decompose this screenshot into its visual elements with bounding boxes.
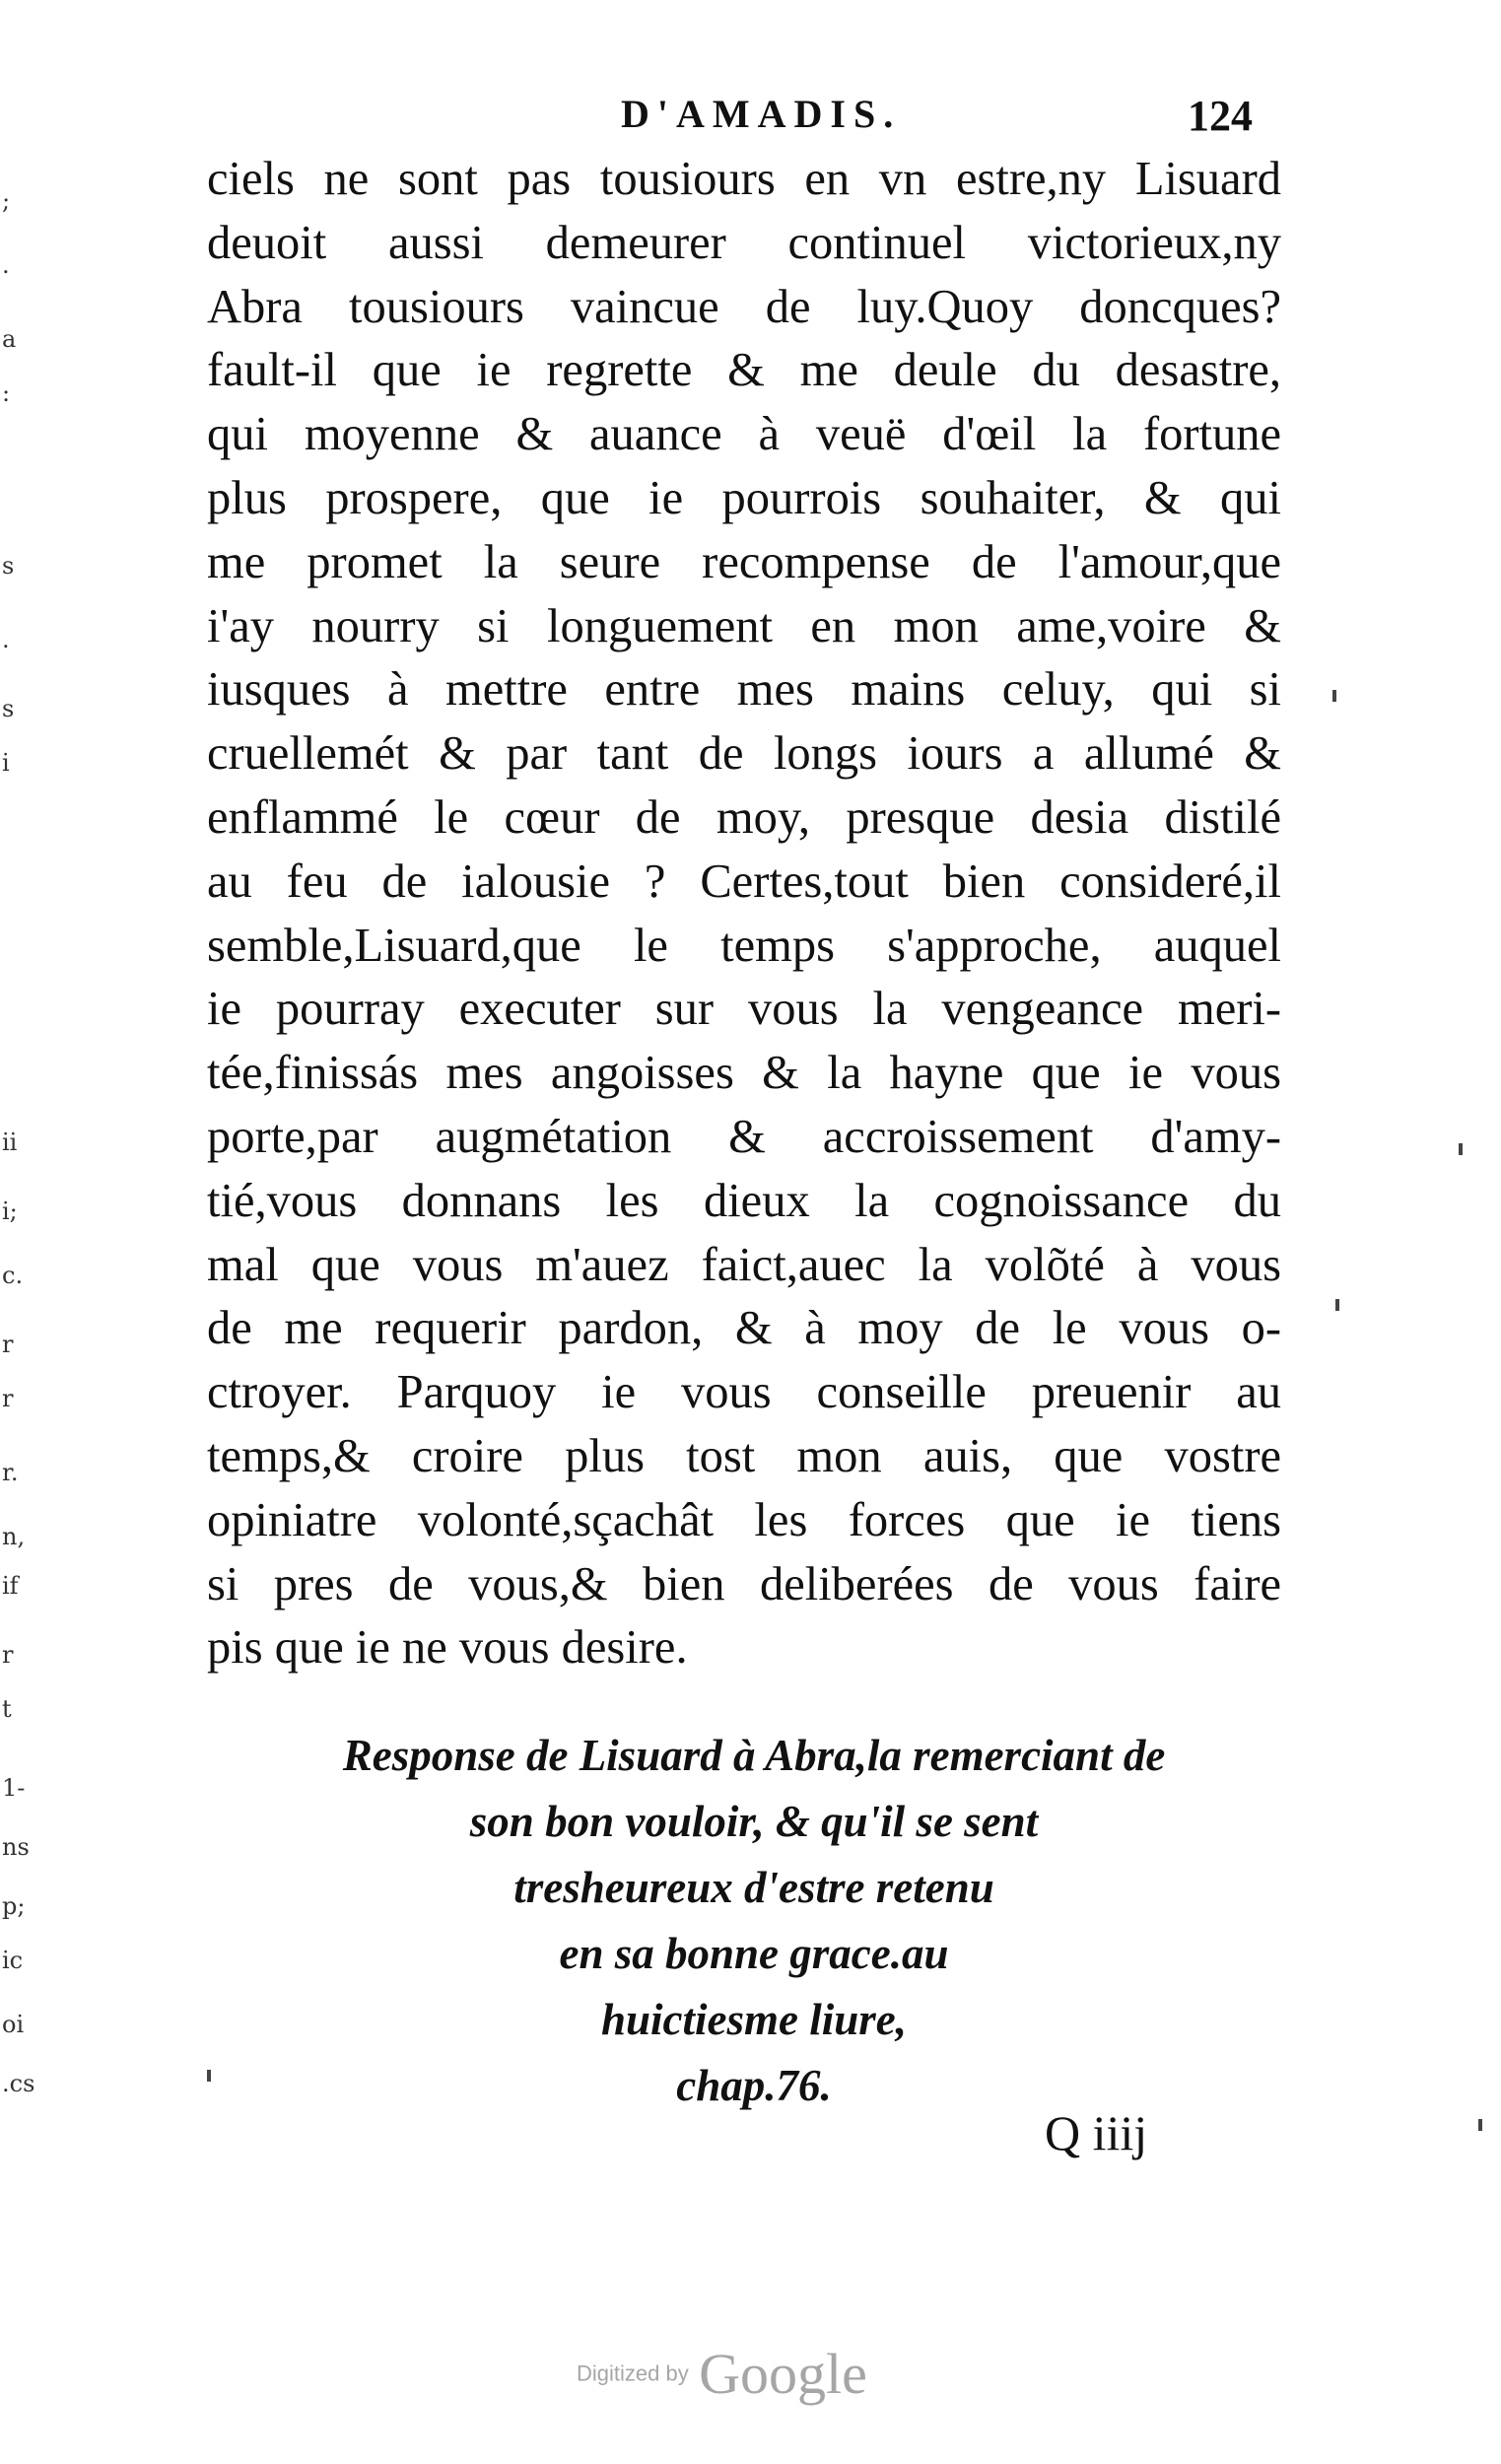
margin-fragment: r	[2, 1641, 14, 1669]
ink-speck	[1478, 2119, 1482, 2131]
text-line: me promet la seure recompense de l'amour,que	[207, 535, 1281, 588]
margin-fragment: :	[2, 379, 11, 407]
text-line: deuoit aussi demeurer continuel victorieux,ny	[207, 216, 1281, 269]
text-line: cruellemét & par tant de longs iours a allumé &	[207, 727, 1281, 781]
heading-line: huictiesme liure,	[600, 1995, 907, 2044]
margin-fragment: n,	[2, 1523, 26, 1550]
margin-fragment: t	[2, 1695, 12, 1723]
margin-fragment: .	[2, 251, 10, 279]
text-line: temps,& croire plus tost mon auis, que vostre	[207, 1429, 1281, 1482]
text-line: si pres de vous,& bien deliberées de vous faire	[207, 1557, 1281, 1610]
text-line: semble,Lisuard,que le temps s'approche, auquel	[207, 919, 1281, 972]
ink-speck	[1332, 690, 1336, 702]
margin-fragment: 1-	[2, 1774, 26, 1802]
text-line: pis que ie ne vous desire.	[207, 1621, 688, 1675]
margin-fragment: i;	[2, 1198, 18, 1225]
margin-fragment: oi	[2, 2011, 25, 2038]
digitized-by-watermark	[577, 2341, 867, 2407]
text-line: mal que vous m'auez faict,auec la volõté à vous	[207, 1238, 1281, 1291]
signature-mark: Q iiij	[1045, 2105, 1148, 2160]
ink-speck	[1459, 1143, 1463, 1155]
google-logo-text: Google	[699, 2342, 867, 2406]
margin-fragment: a	[2, 325, 17, 353]
text-line: Abra tousiours vaincue de luy.Quoy doncques?	[207, 280, 1281, 333]
margin-fragment: r	[2, 1331, 14, 1358]
ink-speck	[1335, 1299, 1339, 1311]
text-line: qui moyenne & auance à veuë d'œil la fortune	[207, 408, 1281, 461]
text-line: i'ay nourry si longuement en mon ame,voire &	[207, 599, 1281, 652]
margin-fragment: .cs	[2, 2070, 35, 2097]
margin-fragment: p;	[2, 1892, 26, 1920]
text-line: tée,finissás mes angoisses & la hayne que ie vous	[207, 1047, 1281, 1100]
margin-fragment: r	[2, 1385, 14, 1412]
heading-line: en sa bonne grace.au	[559, 1929, 949, 1978]
margin-fragment: s	[2, 695, 15, 722]
margin-fragment: ns	[2, 1833, 30, 1861]
margin-fragment: r.	[2, 1459, 19, 1486]
chapter-heading	[246, 1723, 1262, 2119]
margin-fragment: ;	[2, 187, 11, 215]
text-line: enflammé le cœur de moy, presque desia distilé	[207, 790, 1281, 844]
margin-fragment: ii	[2, 1129, 18, 1156]
text-line: de me requerir pardon, & à moy de le vous o-	[207, 1302, 1281, 1355]
margin-fragment: .	[2, 626, 10, 653]
heading-line: Response de Lisuard à Abra,la remerciant de	[342, 1731, 1166, 1780]
text-line: opiniatre volonté,sçachât les forces que ie tiens	[207, 1493, 1281, 1546]
text-line: ctroyer. Parquoy ie vous conseille preuenir au	[207, 1366, 1281, 1419]
text-line: ciels ne sont pas tousiours en vn estre,ny Lisuard	[207, 153, 1281, 205]
text-line: fault-il que ie regrette & me deule du desastre,	[207, 344, 1281, 397]
heading-line: tresheureux d'estre retenu	[513, 1863, 994, 1912]
ink-speck	[207, 2070, 211, 2082]
margin-fragment: i	[2, 749, 10, 777]
text-line: porte,par augmétation & accroissement d'amy-	[207, 1110, 1281, 1163]
margin-fragment: ic	[2, 1947, 24, 1974]
margin-fragment: s	[2, 552, 15, 580]
text-line: ie pourray executer sur vous la vengeance meri-	[207, 983, 1281, 1036]
facing-page-margin-fragments	[0, 158, 35, 2097]
text-line: iusques à mettre entre mes mains celuy, qui si	[207, 663, 1281, 717]
heading-line: chap.76.	[676, 2061, 832, 2110]
page-number: 124	[1188, 92, 1253, 140]
margin-fragment: c.	[2, 1262, 24, 1289]
running-head: D'AMADIS.	[621, 92, 902, 136]
digitized-prefix: Digitized by	[577, 2361, 689, 2386]
text-line: au feu de ialousie ? Certes,tout bien consideré,il	[207, 855, 1281, 908]
margin-fragment: if	[2, 1572, 19, 1600]
text-line: tié,vous donnans les dieux la cognoissance du	[207, 1174, 1281, 1227]
body-text	[207, 148, 1281, 1680]
text-line: plus prospere, que ie pourrois souhaiter, & qui	[207, 471, 1281, 524]
heading-line: son bon vouloir, & qu'il se sent	[469, 1797, 1039, 1846]
